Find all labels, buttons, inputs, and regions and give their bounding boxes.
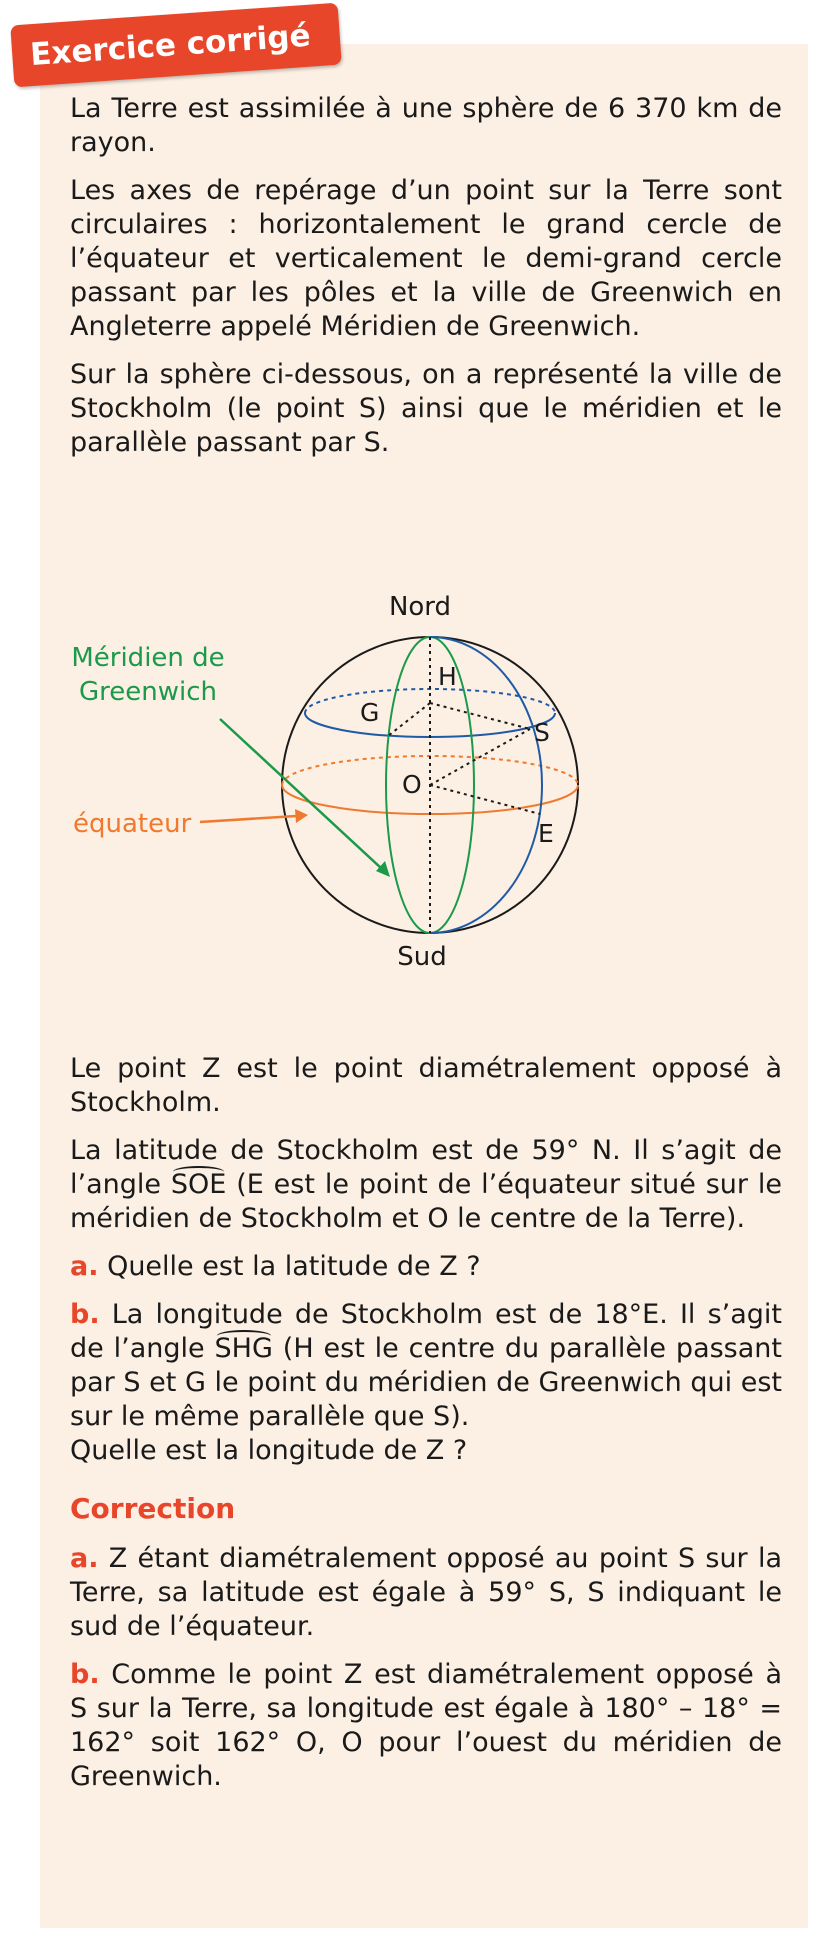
north-label: Nord bbox=[388, 592, 452, 622]
intro-section bbox=[70, 92, 782, 474]
segment-hs bbox=[430, 703, 530, 729]
correction-b-label: b. bbox=[70, 1659, 100, 1690]
point-e-label: E bbox=[538, 819, 554, 848]
problem-text: (E est le point de l’équateur situé sur le méridien de Stockholm et O le centre de la Terre). bbox=[70, 1169, 782, 1234]
question-b-text: (H est le centre du parallèle passant par S et G le point du méridien de Greenwich qui est sur le même parallèle que S). bbox=[70, 1333, 782, 1432]
greenwich-label-line1: Méridien de bbox=[71, 643, 225, 673]
point-s-label: S bbox=[534, 718, 550, 747]
correction-b bbox=[70, 1658, 782, 1794]
question-b-label: b. bbox=[70, 1299, 100, 1330]
problem-paragraph-2 bbox=[70, 1134, 782, 1236]
point-h-label: H bbox=[438, 662, 457, 691]
point-g-label: G bbox=[360, 698, 380, 727]
south-label: Sud bbox=[397, 942, 447, 972]
question-a-label: a. bbox=[70, 1251, 99, 1282]
angle-soe: SOE bbox=[170, 1169, 227, 1200]
greenwich-arrowhead bbox=[376, 861, 390, 877]
correction-a-label: a. bbox=[70, 1543, 99, 1574]
greenwich-label-line2: Greenwich bbox=[79, 677, 217, 707]
sphere-figure bbox=[60, 535, 750, 1005]
correction-a bbox=[70, 1542, 782, 1644]
segment-hg bbox=[388, 703, 430, 736]
problem-text: La latitude de Stockholm est de 59° N. Il s’agit de l’angle bbox=[70, 1135, 782, 1200]
question-b-text: La longitude de Stockholm est de 18°E. Il s’agit de l’angle bbox=[70, 1299, 782, 1364]
intro-paragraph-3: Sur la sphère ci-dessous, on a représenté la ville de Stockholm (le point S) ainsi que le méridien et le parallèle passant par S. bbox=[70, 359, 782, 458]
greenwich-arrow bbox=[220, 719, 382, 869]
question-b bbox=[70, 1298, 782, 1434]
equator-arrow bbox=[200, 816, 296, 822]
intro-paragraph-1: La Terre est assimilée à une sphère de 6 370 km de rayon. bbox=[70, 93, 782, 158]
problem-section bbox=[70, 1052, 782, 1808]
question-a bbox=[70, 1250, 782, 1284]
intro-paragraph-2: Les axes de repérage d’un point sur la Terre sont circulaires : horizontalement le grand cercle de l’équateur et verticalement le demi-grand cercle passant par les pôles et la ville de Greenwich en Angleterre appelé Méridien de Greenwich. bbox=[70, 175, 782, 342]
question-a-text: Quelle est la latitude de Z ? bbox=[98, 1251, 481, 1282]
correction-title: Correction bbox=[70, 1492, 236, 1525]
point-o-label: O bbox=[402, 770, 422, 799]
question-b-final: Quelle est la longitude de Z ? bbox=[70, 1435, 468, 1466]
exercise-tag-label: Exercice corrigé bbox=[29, 17, 312, 74]
equator-arrowhead bbox=[295, 809, 308, 823]
problem-paragraph-1: Le point Z est le point diamétralement opposé à Stockholm. bbox=[70, 1053, 782, 1118]
equator-label: équateur bbox=[73, 809, 192, 839]
correction-a-text: Z étant diamétralement opposé au point S sur la Terre, sa latitude est égale à 59° S, S indiquant le sud de l’équateur. bbox=[70, 1543, 782, 1642]
segment-oe bbox=[430, 785, 540, 814]
correction-b-text: Comme le point Z est diamétralement opposé à S sur la Terre, sa longitude est égale à 180° – 18° = 162° soit 162° O, O pour l’ouest du méridien de Greenwich. bbox=[70, 1659, 782, 1792]
angle-shg: SHG bbox=[214, 1333, 273, 1364]
